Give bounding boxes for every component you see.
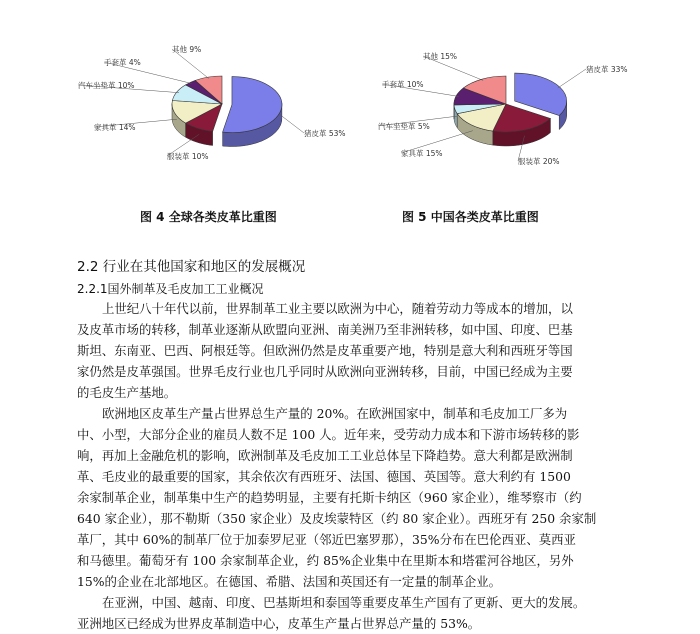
pie-slice-label: 其他 9% bbox=[172, 44, 201, 54]
pie-slice-label: 家具革 14% bbox=[94, 122, 136, 132]
text-line: 及皮革市场的转移，制革业逐渐从欧盟向亚洲、南美洲乃至非洲转移，如中国、印度、巴基 bbox=[77, 319, 637, 340]
china-leather-pie-chart bbox=[378, 38, 683, 173]
text-line: 响，再加上金融危机的影响，欧洲制革及毛皮加工工业总体呈下降趋势。意大利都是欧洲制 bbox=[77, 445, 637, 466]
text-line: 欧洲地区皮革生产量占世界总生产量的 20%。在欧洲国家中，制革和毛皮加工厂多为 bbox=[77, 403, 637, 424]
text-line: 在亚洲，中国、越南、印度、巴基斯坦和泰国等重要皮革生产国有了更新、更大的发展。 bbox=[77, 592, 637, 613]
pie-leader-line bbox=[558, 69, 586, 88]
paragraph-3 bbox=[77, 592, 637, 634]
text-line: 的毛皮生产基地。 bbox=[77, 382, 637, 403]
figure-5-caption: 图 5 中国各类皮革比重图 bbox=[402, 208, 539, 225]
subsection-heading: 2.2.1国外制革及毛皮加工工业概况 bbox=[77, 280, 264, 297]
pie-slice-label: 汽车坐垫革 10% bbox=[78, 80, 135, 90]
pie-slice-label: 其他 15% bbox=[423, 51, 457, 61]
text-line: 余家制革企业，制革集中生产的趋势明显，主要有托斯卡纳区（960 家企业），维琴察市（约 bbox=[77, 487, 637, 508]
pie-slice-label: 服装革 20% bbox=[518, 156, 560, 166]
figure-4-caption: 图 4 全球各类皮革比重图 bbox=[140, 208, 277, 225]
text-line: 家仍然是皮革强国。世界毛皮行业也几乎同时从欧洲向亚洲转移，目前，中国已经成为主要 bbox=[77, 361, 637, 382]
text-line: 中、小型，大部分企业的雇员人数不足 100 人。近年来，受劳动力成本和下游市场转移的影 bbox=[77, 424, 637, 445]
pie-slice-label: 猪皮革 53% bbox=[304, 128, 346, 138]
text-line: 革厂，其中 60%的制革厂位于加泰罗尼亚（邻近巴塞罗那），35%分布在巴伦西亚、莫西亚 bbox=[77, 529, 637, 550]
pie-slice-label: 手套革 10% bbox=[382, 79, 424, 89]
section-heading: 2.2 行业在其他国家和地区的发展概况 bbox=[77, 255, 305, 275]
pie-leader-line bbox=[279, 114, 304, 133]
pie-slice-label: 汽车坐垫革 5% bbox=[378, 121, 430, 131]
pie-slice-label: 猪皮革 33% bbox=[586, 64, 628, 74]
global-leather-pie-chart bbox=[72, 38, 372, 168]
text-line: 革、毛皮业的最重要的国家，其余依次有西班牙、法国、德国、英国等。意大利约有 1500 bbox=[77, 466, 637, 487]
text-line: 640 家企业），那不勒斯（350 家企业）及皮埃蒙特区（约 80 家企业）。西班牙有 250 余家制 bbox=[77, 508, 637, 529]
pie-slice-label: 服装革 10% bbox=[167, 151, 209, 161]
text-line: 亚洲地区已经成为世界皮革制造中心，皮革生产量占世界总产量的 53%。 bbox=[77, 613, 637, 634]
text-line: 15%的企业在北部地区。在德国、希腊、法国和英国还有一定量的制革企业。 bbox=[77, 571, 637, 592]
paragraph-1 bbox=[77, 298, 637, 403]
text-line: 和马德里。葡萄牙有 100 余家制革企业，约 85%企业集中在里斯本和塔霍河谷地区，另外 bbox=[77, 550, 637, 571]
pie-slice-label: 手套革 4% bbox=[104, 57, 141, 67]
text-line: 斯坦、东南亚、巴西、阿根廷等。但欧洲仍然是皮革重要产地，特别是意大利和西班牙等国 bbox=[77, 340, 637, 361]
paragraph-2 bbox=[77, 403, 637, 592]
pie-slice-label: 家具革 15% bbox=[401, 148, 443, 158]
text-line: 上世纪八十年代以前，世界制革工业主要以欧洲为中心，随着劳动力等成本的增加，以 bbox=[77, 298, 637, 319]
